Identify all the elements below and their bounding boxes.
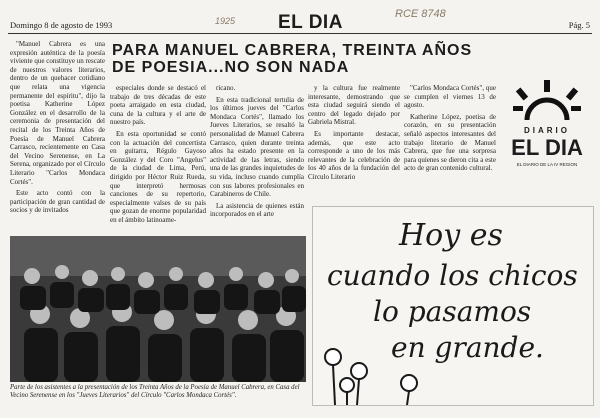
ad-line-1: Hoy es xyxy=(399,218,503,253)
page-number: Pág. 5 xyxy=(568,20,590,30)
logo-tagline: EL DIARIO DE LA IV REGION xyxy=(516,162,578,167)
header-date: Domingo 8 de agosto de 1993 xyxy=(10,20,113,30)
paragraph: Este acto contó con la participación de gran cantidad de socios y de invitados xyxy=(10,189,105,215)
paragraph: especiales donde se destacó el trabajo de tres décadas de este poeta arraigado en esta ciudad, cuna de la cultura y el arte de nuestro país. xyxy=(110,84,206,127)
photo-caption: Parte de los asistentes a la presentación de los Treinta Años de la Poesía de Manuel Cabrera, en Casa del Vecino Serenense en los "Jueves Literarios" del Círculo "Carlos Mondaca Cortés". xyxy=(10,384,300,399)
ad-line-4: en grande. xyxy=(391,331,544,364)
article-column-1 xyxy=(10,40,105,218)
article-column-4 xyxy=(308,84,400,185)
paragraph: Es importante destacar, además, que este acto corresponde a uno de los más relevantes de la celebración de los 40 años de la fundación del Círculo Literario xyxy=(308,129,400,181)
ad-artwork xyxy=(313,207,595,407)
sun-icon xyxy=(513,80,581,122)
article-column-5 xyxy=(404,84,496,176)
article-column-2 xyxy=(110,84,206,228)
event-photo xyxy=(10,236,306,382)
handwritten-note-code: RCE 8748 xyxy=(395,8,446,20)
advertisement xyxy=(312,206,594,406)
newspaper-title: EL DIA xyxy=(278,12,343,33)
paragraph: En esta tradicional tertulia de los últimos jueves del "Carlos Mondaca Cortés", llamado los Jueves Literarios, se resaltó la personalidad de Manuel Cabrera Carrasco, quien durante treinta años ha estado presente en la actividad de las letras, siendo una de las grandes inquietudes de su vida, incluso cuando cumplía con sus labores profesionales en Carabineros de Chile. xyxy=(210,95,304,199)
audience-photo-illustration xyxy=(10,236,306,382)
header-rule xyxy=(8,33,592,34)
diario-el-dia-logo xyxy=(503,78,591,186)
paragraph: Katherine López, poetisa de corazón, en su presentación señaló aspectos interesantes del trabajo literario de Manuel Cabrera, que fue una sorpresa para quienes se dieron cita a este acto de gran contenido cultural. xyxy=(404,112,496,173)
article-column-3 xyxy=(210,84,304,222)
paragraph: ricano. xyxy=(216,84,236,92)
paragraph: La asistencia de quienes están incorporados en el arte xyxy=(210,201,304,219)
logo-diario-text: DIARIO xyxy=(524,126,570,135)
paragraph: "Manuel Cabrera es una expresión auténtica de la poesía viviente que constituye un rescate de nuestros valores literarios, dentro de un quehacer cotidiano que relata una vigencia permanente del espíritu", dijo la poetisa Katherine López González en el desarrollo de la ceremonia de presentación del recital de los Treinta Años de Poesía de Manuel Cabrera Carrasco, recientemente en Casa del Vecino Serenense, en La Serena, organizado por el Círculo Literario "Carlos Mondaca Cortés". xyxy=(10,40,105,186)
logo-name: EL DIA xyxy=(511,135,583,160)
paragraph: En esta oportunidad se contó con la actuación del concertista en guitarra, Régulo Gayoso González y del Coro "Angelus" de la ciudad de Lima, Perú, dirigido por Héctor Ruiz Rueda, que interpretó hermosas canciones de su repertorio, especialmente valses de su país que gozan de enorme popularidad en el ámbito latinoame- xyxy=(110,129,206,224)
ad-line-2: cuando los chicos xyxy=(327,259,578,292)
paragraph: "Carlos Mondaca Cortés", que se cumplen el viernes 13 de agosto. xyxy=(404,84,496,110)
paragraph: y la cultura fue realmente interesante, demostrando que esta ciudad seguirá siendo el centro del legado dejado por Gabriela Mistral. xyxy=(308,84,400,127)
article-headline: PARA MANUEL CABRERA, TREINTA AÑOS DE POESIA...NO SON NADA xyxy=(112,42,473,76)
ad-line-3: lo pasamos xyxy=(373,295,532,328)
handwritten-note-year: 1925 xyxy=(215,16,236,26)
